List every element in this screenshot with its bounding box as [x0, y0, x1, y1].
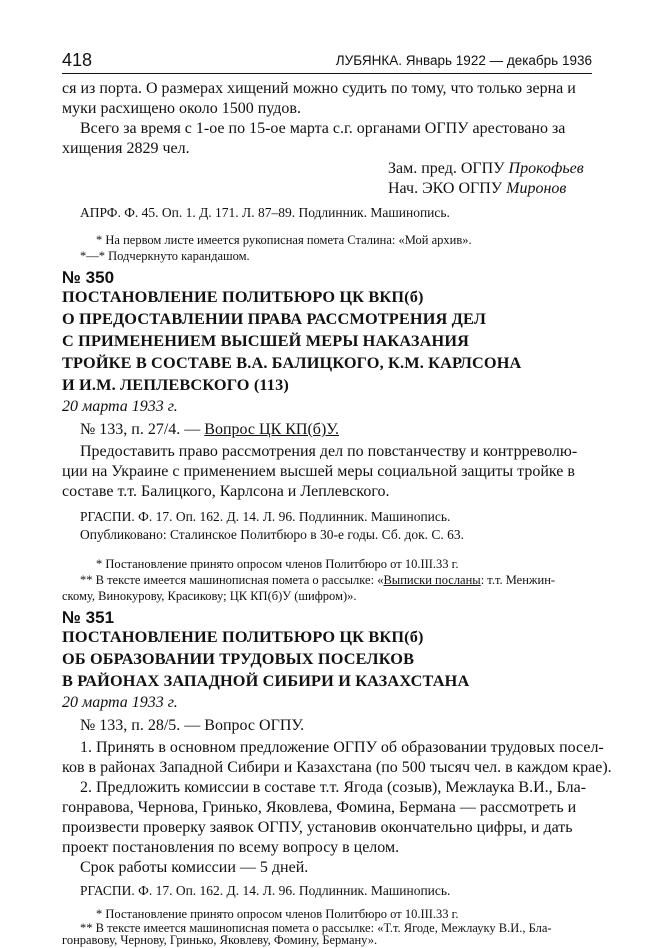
- doc351-footnote-2: ** В тексте имеется машинописная помета о рассылке: «Т.т. Ягоде, Межлауку В.И., Бла-: [80, 921, 552, 935]
- signature-1: [388, 159, 656, 179]
- doc351-source: РГАСПИ. Ф. 17. Оп. 162. Д. 14. Л. 96. Подлинник. Машинопись.: [80, 883, 451, 898]
- doc351-number: № 351: [62, 608, 115, 627]
- running-title: ЛУБЯНКА. Январь 1922 — декабрь 1936: [335, 53, 592, 68]
- signature-2: [388, 179, 656, 199]
- doc350-number: № 350: [62, 268, 115, 287]
- doc350-footnote-2-cont: скому, Винокурову, Красикову; ЦК КП(б)У (шифром)».: [62, 589, 357, 603]
- doc351-date: 20 марта 1933 г.: [62, 694, 178, 711]
- signature-1-label: Зам. пред. ОГПУ: [388, 160, 505, 177]
- doc351-text-line: 1. Принять в основном предложение ОГПУ об образовании трудовых посел-: [80, 739, 604, 756]
- intro-footnote-2: *—* Подчеркнуто карандашом.: [80, 249, 250, 263]
- doc350-source: РГАСПИ. Ф. 17. Оп. 162. Д. 14. Л. 96. Подлинник. Машинопись.: [80, 509, 451, 524]
- doc350-date: 20 марта 1933 г.: [62, 398, 178, 415]
- doc350-question: Вопрос ЦК КП(б)У.: [204, 421, 339, 438]
- doc350-footnote-2-underlined: Выписки посланы: [383, 573, 481, 587]
- signature-1-name: Прокофьев: [508, 160, 584, 177]
- doc350-protocol: [80, 420, 656, 440]
- doc351-text-line: ков в районах Западной Сибири и Казахстана (по 500 тысяч чел. в каждом крае).: [62, 759, 612, 776]
- intro-source: АПРФ. Ф. 45. Оп. 1. Д. 171. Л. 87–89. Подлинник. Машинопись.: [80, 205, 450, 220]
- intro-line-3: Всего за время с 1-ое по 15-ое марта с.г. органами ОГПУ арестовано за: [80, 120, 566, 137]
- doc351-title-line: ПОСТАНОВЛЕНИЕ ПОЛИТБЮРО ЦК ВКП(б): [62, 627, 424, 646]
- doc351-text-line: проект постановления по всему вопросу в целом.: [62, 839, 400, 856]
- doc350-text-line: составе т.т. Балицкого, Карлсона и Леплевского.: [62, 483, 390, 500]
- doc351-title-line: В РАЙОНАХ ЗАПАДНОЙ СИБИРИ И КАЗАХСТАНА: [62, 671, 470, 690]
- doc351-text-line: гонравова, Чернова, Гринько, Яковлева, Фомина, Бермана — рассмотреть и: [62, 799, 577, 816]
- intro-line-2: муки расхищено около 1500 пудов.: [62, 100, 301, 117]
- doc351-text-line: Срок работы комиссии — 5 дней.: [80, 859, 309, 876]
- header-rule: [62, 73, 592, 74]
- doc351-protocol: № 133, п. 28/5. — Вопрос ОГПУ.: [80, 717, 305, 734]
- doc351-footnote-2-cont: гонравову, Чернову, Гринько, Яковлеву, Фомину, Берману».: [62, 933, 378, 947]
- doc351-text-line: произвести проверку заявок ОГПУ, установив окончательно цифры, и дать: [62, 819, 573, 836]
- intro-footnote-1: * На первом листе имеется рукописная помета Сталина: «Мой архив».: [96, 233, 472, 247]
- doc351-footnote-1: * Постановление принято опросом членов Политбюро от 10.III.33 г.: [96, 907, 459, 921]
- doc350-text-line: ции на Украине с применением высшей меры социальной защиты тройке в: [62, 463, 575, 480]
- doc350-title-line: ТРОЙКЕ В СОСТАВЕ В.А. БАЛИЦКОГО, К.М. КАРЛСОНА: [62, 353, 522, 372]
- intro-line-1: ся из порта. О размерах хищений можно судить по тому, что только зерна и: [62, 80, 576, 97]
- signature-2-label: Нач. ЭКО ОГПУ: [388, 180, 503, 197]
- intro-line-4: хищения 2829 чел.: [62, 140, 190, 157]
- doc350-footnote-2-pre: ** В тексте имеется машинописная помета о рассылке: «: [80, 573, 384, 587]
- doc350-footnote-1: * Постановление принято опросом членов Политбюро от 10.III.33 г.: [96, 557, 459, 571]
- doc350-footnote-2: [80, 572, 656, 588]
- doc350-title-line: ПОСТАНОВЛЕНИЕ ПОЛИТБЮРО ЦК ВКП(б): [62, 287, 424, 306]
- doc350-title-line: С ПРИМЕНЕНИЕМ ВЫСШЕЙ МЕРЫ НАКАЗАНИЯ: [62, 331, 470, 350]
- signature-2-name: Миронов: [506, 180, 567, 197]
- doc350-published: Опубликовано: Сталинское Политбюро в 30-е годы. Сб. док. С. 63.: [80, 527, 465, 542]
- doc351-title-line: ОБ ОБРАЗОВАНИИ ТРУДОВЫХ ПОСЕЛКОВ: [62, 649, 415, 668]
- doc350-title-line: О ПРЕДОСТАВЛЕНИИ ПРАВА РАССМОТРЕНИЯ ДЕЛ: [62, 309, 487, 328]
- page-number: 418: [62, 50, 93, 70]
- doc350-text-line: Предоставить право рассмотрения дел по повстанчеству и контрреволю-: [80, 443, 578, 460]
- doc350-footnote-2-post: : т.т. Менжин-: [480, 573, 556, 587]
- doc350-title-line: И И.М. ЛЕПЛЕВСКОГО (113): [62, 375, 289, 394]
- doc350-protocol-number: № 133, п. 27/4. —: [80, 421, 205, 438]
- doc351-text-line: 2. Предложить комиссии в составе т.т. Ягода (созыв), Межлаука В.И., Бла-: [80, 779, 587, 796]
